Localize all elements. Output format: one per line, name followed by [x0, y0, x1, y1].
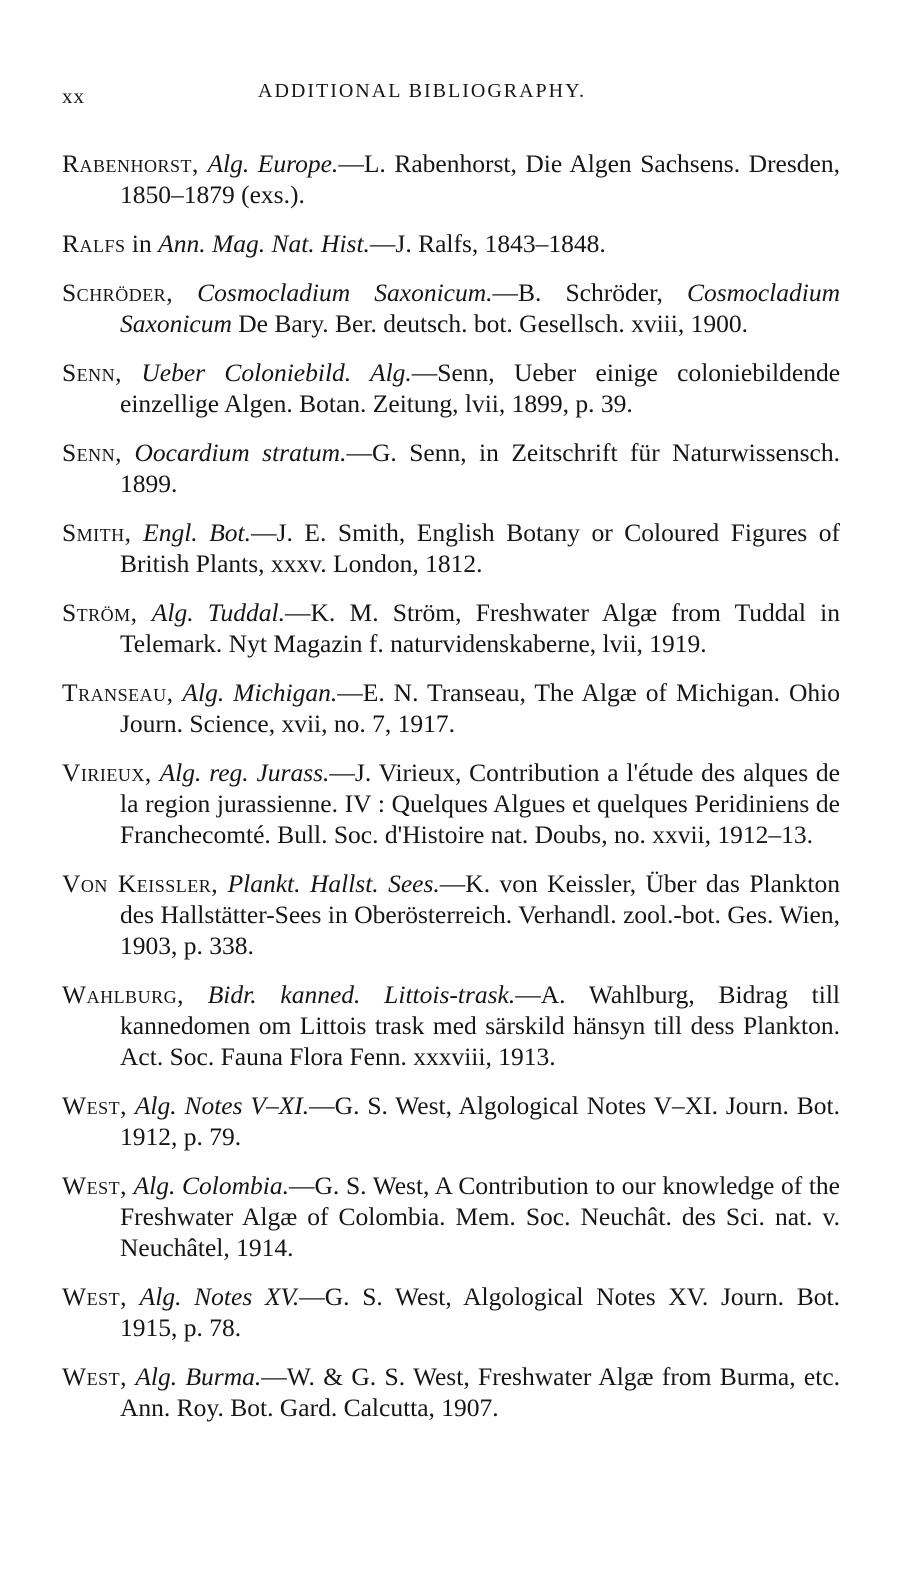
- page-header: [62, 80, 838, 114]
- entry-abbreviation: Bidr. kanned. Littois-trask.: [207, 980, 516, 1009]
- entry-author: Wahlburg,: [62, 980, 184, 1009]
- bibliography-entry: [62, 277, 840, 339]
- entry-author: West,: [62, 1282, 127, 1311]
- entry-author: Rabenhorst,: [62, 149, 199, 178]
- entry-reference: —K. M. Ström, Freshwater Algæ from Tuddal in Telemark. Nyt Magazin f. naturvidenskaberne, lvii, 1919.: [120, 598, 840, 658]
- entry-abbreviation: Alg. Notes XV.: [139, 1282, 300, 1311]
- entry-abbreviation: Oocardium stratum.: [134, 438, 347, 467]
- bibliography-list: [62, 148, 840, 1441]
- entry-reference: —G. S. West, Algological Notes V–XI. Journ. Bot. 1912, p. 79.: [120, 1091, 840, 1151]
- entry-reference: —G. S. West, Algological Notes XV. Journ. Bot. 1915, p. 78.: [120, 1282, 840, 1342]
- entry-abbreviation: Alg. reg. Jurass.: [159, 758, 330, 787]
- entry-abbreviation: Alg. Notes V–XI.: [134, 1091, 310, 1120]
- entry-author: Schröder,: [62, 278, 174, 307]
- entry-abbreviation: Ann. Mag. Nat. Hist.: [158, 229, 370, 258]
- entry-reference: —W. & G. S. West, Freshwater Algæ from Burma, etc. Ann. Roy. Bot. Gard. Calcutta, 1907.: [120, 1362, 841, 1422]
- bibliography-entry: [62, 228, 840, 259]
- entry-abbreviation: Alg. Colombia.: [133, 1171, 290, 1200]
- bibliography-entry: [62, 868, 840, 961]
- bibliography-entry: [62, 437, 840, 499]
- entry-author: Smith,: [62, 518, 132, 547]
- entry-abbreviation: Alg. Michigan.: [182, 678, 338, 707]
- entry-author: Transeau,: [62, 678, 174, 707]
- entry-abbreviation: Alg. Tuddal.: [151, 598, 286, 627]
- bibliography-entry: [62, 1090, 840, 1152]
- bibliography-entry: [62, 597, 840, 659]
- entry-author: Virieux,: [62, 758, 152, 787]
- entry-author: Senn,: [62, 438, 123, 467]
- entry-abbreviation: Ueber Coloniebild. Alg.: [141, 358, 412, 387]
- entry-reference: —L. Rabenhorst, Die Algen Sachsens. Dresden, 1850–1879 (exs.).: [120, 149, 840, 209]
- entry-author: West,: [62, 1171, 127, 1200]
- entry-reference: —G. Senn, in Zeitschrift für Naturwissensch. 1899.: [120, 438, 840, 498]
- bibliography-entry: [62, 1361, 840, 1423]
- entry-abbreviation: Alg. Europe.: [207, 149, 339, 178]
- bibliography-entry: [62, 1281, 840, 1343]
- bibliography-entry: [62, 148, 840, 210]
- entry-title-italic: Cosmocladium Saxonicum: [120, 278, 840, 338]
- bibliography-entry: [62, 677, 840, 739]
- bibliography-entry: [62, 979, 840, 1072]
- entry-connector: in: [125, 229, 159, 258]
- entry-author: Ralfs: [62, 229, 126, 258]
- page-number: xx: [62, 84, 85, 108]
- bibliography-entry: [62, 757, 840, 850]
- entry-reference: —Senn, Ueber einige coloniebildende einzellige Algen. Botan. Zeitung, lvii, 1899, p. 39.: [120, 358, 841, 418]
- entry-reference: —J. Ralfs, 1843–1848.: [369, 229, 606, 258]
- entry-author: Von Keissler,: [62, 869, 219, 898]
- entry-author: Senn,: [62, 358, 123, 387]
- bibliography-entry: [62, 517, 840, 579]
- entry-abbreviation: Engl. Bot.: [143, 518, 252, 547]
- entry-reference-continued: De Bary. Ber. deutsch. bot. Gesellsch. xviii, 1900.: [231, 309, 748, 338]
- bibliography-entry: [62, 1170, 840, 1263]
- entry-reference: —K. von Keissler, Über das Plankton des Hallstätter-Sees in Oberösterreich. Verhandl. zool.-bot. Ges. Wien, 1903, p. 338.: [120, 869, 841, 960]
- entry-reference: —E. N. Transeau, The Algæ of Michigan. Ohio Journ. Science, xvii, no. 7, 1917.: [120, 678, 840, 738]
- entry-abbreviation: Cosmocladium Saxonicum.: [197, 278, 493, 307]
- entry-reference: —A. Wahlburg, Bidrag till kannedomen om Littois trask med särskild hänsyn till dess Plankton. Act. Soc. Fauna Flora Fenn. xxxviii, 1913.: [120, 980, 840, 1071]
- entry-author: West,: [62, 1362, 127, 1391]
- entry-reference: —B. Schröder,: [492, 278, 687, 307]
- bibliography-entry: [62, 357, 840, 419]
- entry-reference: —J. Virieux, Contribution a l'étude des alques de la region jurassienne. IV : Quelques Algues et quelques Peridiniens de Franchecomté. Bull. Soc. d'Histoire nat. Doubs, no. xxvii, 1912–13.: [120, 758, 841, 849]
- entry-abbreviation: Plankt. Hallst. Sees.: [227, 869, 440, 898]
- entry-author: West,: [62, 1091, 127, 1120]
- entry-abbreviation: Alg. Burma.: [135, 1362, 262, 1391]
- running-title: ADDITIONAL BIBLIOGRAPHY.: [258, 80, 586, 102]
- entry-reference: —G. S. West, A Contribution to our knowledge of the Freshwater Algæ of Colombia. Mem. Soc. Neuchât. des Sci. nat. v. Neuchâtel, 1914.: [120, 1171, 840, 1262]
- entry-reference: —J. E. Smith, English Botany or Coloured Figures of British Plants, xxxv. London, 1812.: [120, 518, 841, 578]
- entry-author: Ström,: [62, 598, 138, 627]
